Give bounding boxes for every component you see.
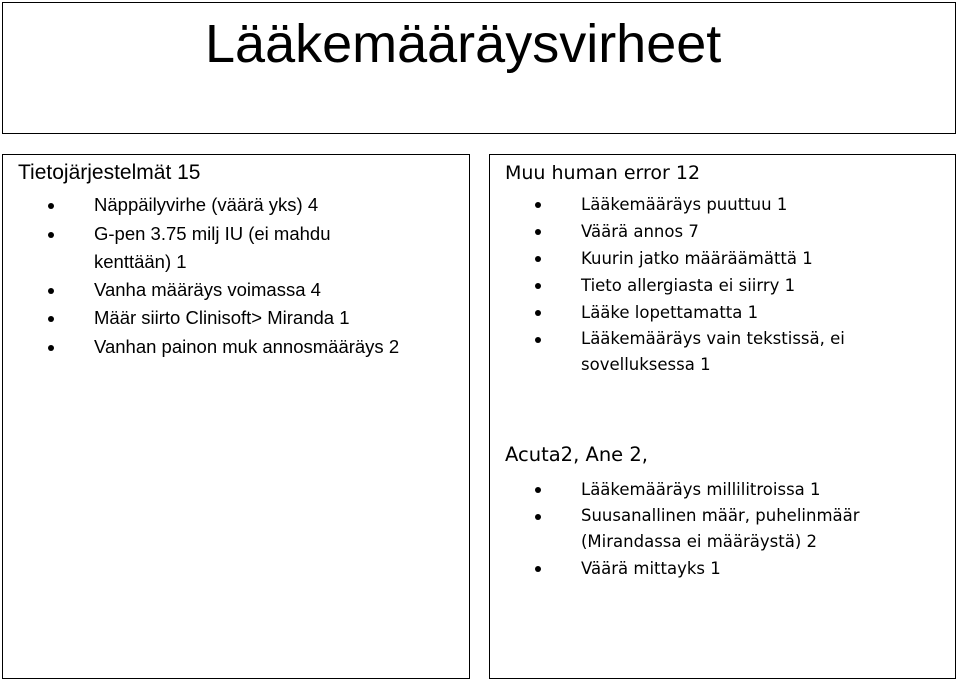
list-item-text: Lääke lopettamatta 1 — [581, 303, 759, 322]
right-section-human-error — [505, 160, 950, 378]
list-item — [18, 333, 468, 362]
list-item-text: Vanhan painon muk annosmääräys 2 — [94, 335, 400, 357]
list-item-text: G-pen 3.75 milj IU (ei mahdu kenttään) 1 — [94, 222, 331, 272]
slide-title: Lääkemääräysvirheet — [205, 14, 722, 74]
list-item-text: Lääkemääräys vain tekstissä, ei sovelluksessa 1 — [581, 329, 845, 374]
section-heading: Muu human error 12 — [505, 162, 701, 184]
list-item-text: Väärä annos 7 — [581, 222, 699, 241]
list-item-text: Väärä mittayks 1 — [581, 559, 721, 578]
list-item — [505, 191, 950, 218]
list-item — [18, 191, 468, 220]
list-item-text: Suusanallinen määr, puhelinmäär (Mirandassa ei määräystä) 2 — [581, 506, 860, 551]
list-item-text: Näppäilyvirhe (väärä yks) 4 — [94, 194, 319, 215]
list-item-text: Kuurin jatko määräämättä 1 — [581, 249, 813, 268]
list-item — [505, 218, 950, 245]
bullet-list — [18, 191, 468, 361]
list-item-text: Lääkemääräys puuttuu 1 — [581, 195, 788, 214]
list-item — [505, 476, 950, 503]
list-item-text: Määr siirto Clinisoft> Miranda 1 — [94, 307, 350, 328]
list-item — [505, 245, 950, 272]
left-section — [18, 160, 468, 361]
list-item — [505, 326, 891, 378]
section-heading: Tietojärjestelmät 15 — [18, 161, 201, 184]
list-item — [18, 276, 468, 305]
bullet-list — [505, 191, 950, 378]
list-item — [18, 220, 394, 276]
section-heading: Acuta2, Ane 2, — [505, 443, 648, 466]
list-item-text: Tieto allergiasta ei siirry 1 — [581, 276, 796, 295]
list-item — [505, 299, 950, 326]
list-item-text: Lääkemääräys millilitroissa 1 — [581, 480, 821, 499]
list-item — [505, 272, 950, 299]
list-item-text: Vanha määräys voimassa 4 — [94, 278, 321, 300]
bullet-list — [505, 476, 950, 582]
right-section-acuta — [505, 442, 950, 582]
list-item — [505, 555, 950, 582]
list-item — [18, 304, 468, 333]
list-item — [505, 503, 921, 555]
